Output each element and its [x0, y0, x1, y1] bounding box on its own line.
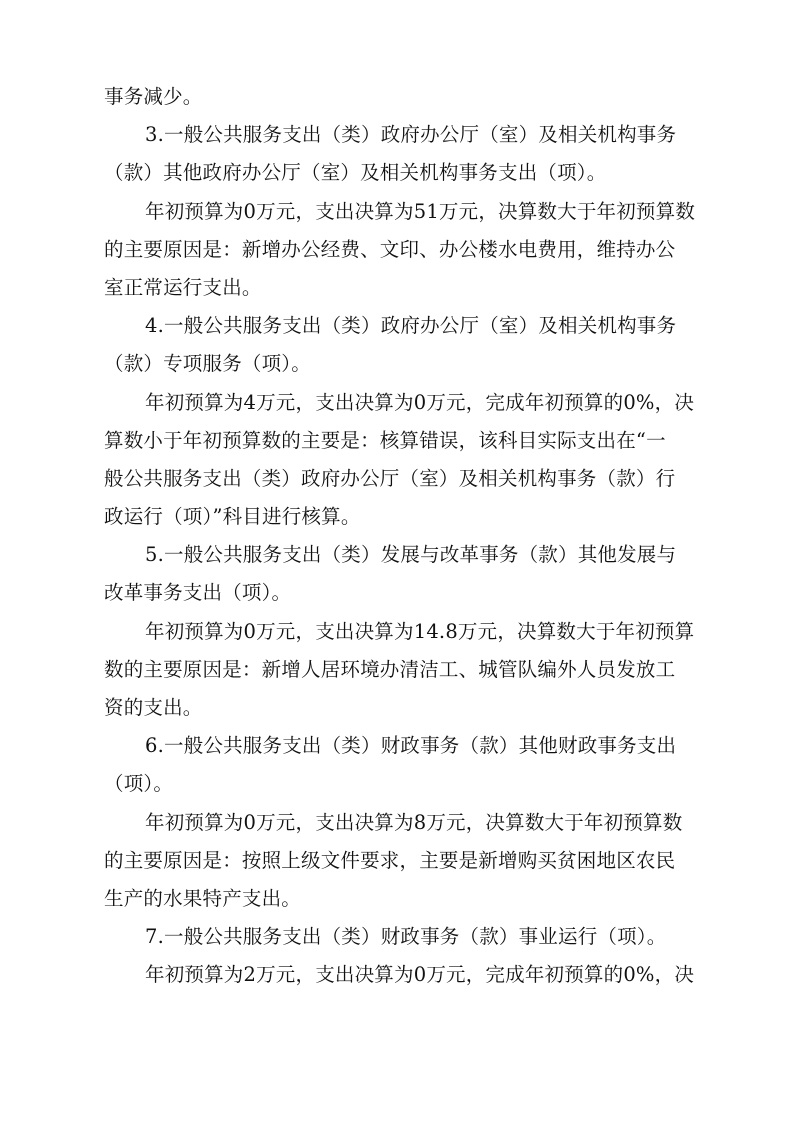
- text-line: 室正常运行支出。: [104, 275, 262, 299]
- text-line: 年初预算为0万元，支出决算为51万元，决算数大于年初预算数: [145, 199, 696, 223]
- text-line: 年初预算为4万元，支出决算为0万元，完成年初预算的0%，决: [145, 390, 695, 414]
- text-line: 5.一般公共服务支出（类）发展与改革事务（款）其他发展与: [145, 543, 677, 567]
- text-line: 政运行（项）”科目进行核算。: [104, 505, 361, 529]
- text-line: 算数小于年初预算数的主要是：核算错误，该科目实际支出在“一: [104, 428, 666, 452]
- text-line: 资的支出。: [104, 696, 203, 719]
- text-line: 般公共服务支出（类）政府办公厅（室）及相关机构事务（款）行: [104, 466, 676, 490]
- text-line: 数的主要原因是：新增人居环境办清洁工、城管队编外人员发放工: [104, 657, 676, 681]
- text-line: 6.一般公共服务支出（类）财政事务（款）其他财政事务支出: [145, 734, 677, 758]
- text-line: 的主要原因是：按照上级文件要求，主要是新增购买贫困地区农民: [104, 848, 676, 872]
- text-line: （款）其他政府办公厅（室）及相关机构事务支出（项）。: [104, 161, 607, 185]
- text-line: （项）。: [104, 772, 174, 796]
- text-line: 年初预算为2万元，支出决算为0万元，完成年初预算的0%，决: [145, 963, 695, 987]
- text-line: 改革事务支出（项）。: [104, 581, 292, 605]
- text-line: 生产的水果特产支出。: [104, 886, 302, 910]
- text-line: 年初预算为0万元，支出决算为8万元，决算数大于年初预算数: [145, 810, 683, 834]
- body-text: [104, 78, 694, 995]
- text-line: 3.一般公共服务支出（类）政府办公厅（室）及相关机构事务: [145, 123, 677, 147]
- text-line: 事务减少。: [104, 85, 203, 108]
- text-line: 7.一般公共服务支出（类）财政事务（款）事业运行（项）。: [145, 925, 667, 949]
- text-line: 年初预算为0万元，支出决算为14.8万元，决算数大于年初预算: [145, 619, 695, 643]
- text-line: 4.一般公共服务支出（类）政府办公厅（室）及相关机构事务: [145, 314, 677, 338]
- text-line: （款）专项服务（项）。: [104, 352, 311, 376]
- text-line: 的主要原因是：新增办公经费、文印、办公楼水电费用，维持办公: [104, 237, 676, 261]
